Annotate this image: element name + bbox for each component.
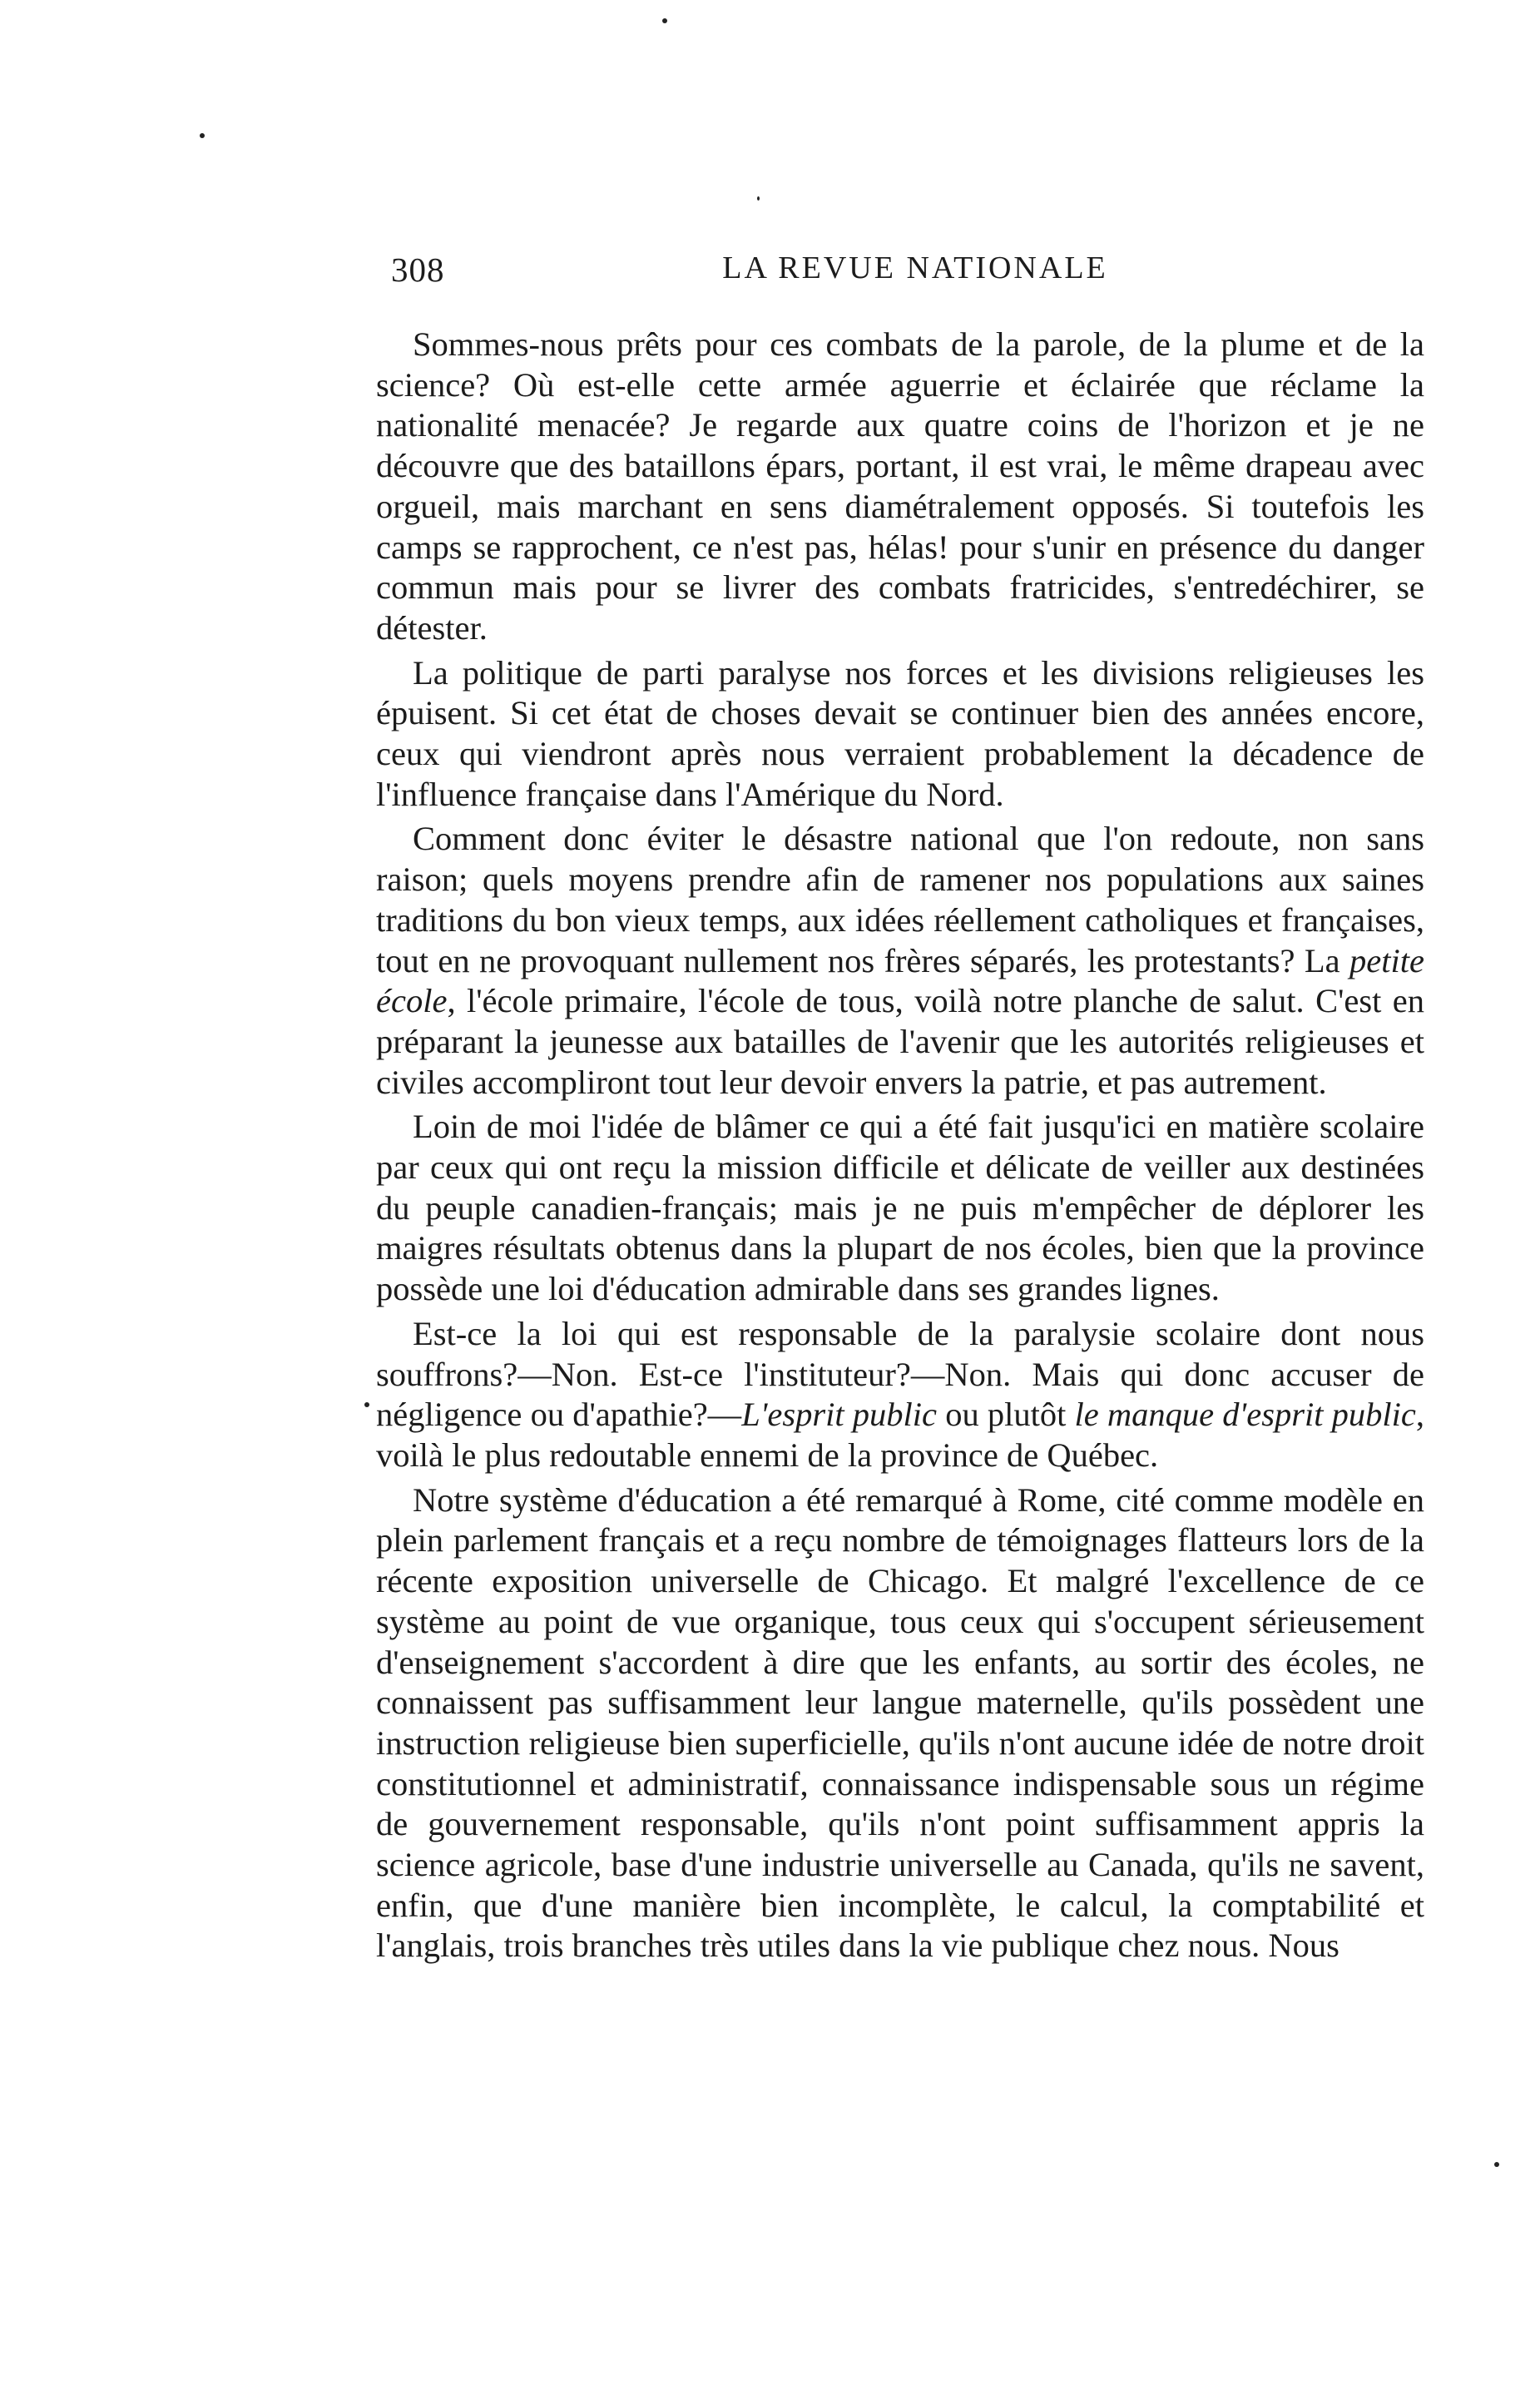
running-title: LA REVUE NATIONALE xyxy=(722,250,1108,285)
scan-speck-top xyxy=(662,18,667,23)
text-run: Notre système d'éducation a été remarqué à Rome, cité comme modèle en plein parlement français et a reçu nombre de témoignages flatteurs lors de la récente exposition universelle de Chicago. Et malgré l'excellence de ce système au point de vue organique, tous ceux qui s'occupent sérieusement d'enseignement s'accordent à dire que les enfants, au sortir des écoles, ne connaissent pas suffisamment leur langue maternelle, qu'ils possèdent une instruction religieuse bien superficielle, qu'ils n'ont aucune idée de notre droit constitutionnel et administratif, connaissance indispensable sous un régime de gouvernement responsable, qu'ils n'ont point suffisamment appris la science agricole, base d'une industrie universelle au Canada, qu'ils ne savent, enfin, que d'une manière bien incomplète, le calcul, la comptabilité et l'anglais, trois branches très utiles dans la vie publique chez nous. Nous xyxy=(376,1480,1424,1965)
margin-mark xyxy=(364,1402,369,1407)
paragraph xyxy=(376,1314,1424,1476)
italic-phrase: petite école xyxy=(376,941,1424,1020)
scan-speck-left xyxy=(200,133,205,138)
paragraph xyxy=(376,819,1424,1103)
italic-phrase: le manque d'esprit public xyxy=(1074,1396,1416,1434)
italic-phrase: L'esprit public xyxy=(741,1396,938,1434)
text-run: ou plutôt xyxy=(937,1396,1075,1434)
text-run: Est-ce la loi qui est responsable de la paralysie scolaire dont nous souffrons?—Non. Est-ce l'instituteur?—Non. Mais qui donc accuser de négligence ou d'apathie?— xyxy=(376,1314,1424,1434)
text-run: Sommes-nous prêts pour ces combats de la parole, de la plume et de la science? Où est-elle cette armée aguerrie et éclairée que réclame la nationalité menacée? Je regarde aux quatre coins de l'horizon et je ne découvre que des bataillons épars, portant, il est vrai, le même drapeau avec orgueil, mais marchant en sens diamétralement opposés. Si toutefois les camps se rapprochent, ce n'est pas, hélas! pour s'unir en présence du danger commun mais pour se livrer des combats fratricides, s'entredéchirer, se détester. xyxy=(376,325,1424,647)
paragraph xyxy=(376,653,1424,816)
paragraph xyxy=(376,1480,1424,1966)
text-run: , l'école primaire, l'école de tous, voilà notre planche de salut. C'est en préparant la jeunesse aux batailles de l'avenir que les autorités religieuses et civiles accompliront tout leur devoir envers la patrie, et pas autrement. xyxy=(376,982,1424,1101)
scan-speck-right xyxy=(1494,2162,1499,2167)
page-header xyxy=(391,250,1439,300)
paragraph xyxy=(376,325,1424,649)
text-run: La politique de parti paralyse nos forces et les divisions religieuses les épuisent. Si cet état de choses devait se continuer bien des années encore, ceux qui viendront après nous verraient probablement la décadence de l'influence française dans l'Amérique du Nord. xyxy=(376,653,1424,813)
text-run: , voilà le plus redoutable ennemi de la province de Québec. xyxy=(376,1396,1424,1474)
body-text xyxy=(376,325,1424,1971)
paragraph xyxy=(376,1107,1424,1310)
page-number: 308 xyxy=(391,250,445,289)
text-run: Loin de moi l'idée de blâmer ce qui a été fait jusqu'ici en matière scolaire par ceux qui ont reçu la mission difficile et délicate de veiller aux destinées du peuple canadien-français; mais je ne puis m'empêcher de déplorer les maigres résultats obtenus dans la plupart de nos écoles, bien que la province possède une loi d'éducation admirable dans ses grandes lignes. xyxy=(376,1108,1424,1308)
scan-speck-mark xyxy=(757,196,760,201)
text-run: Comment donc éviter le désastre national que l'on redoute, non sans raison; quels moyens prendre afin de ramener nos populations aux saines traditions du bon vieux temps, aux idées réellement catholiques et françaises, tout en ne provoquant nullement nos frères séparés, les protestants? La xyxy=(376,820,1424,979)
